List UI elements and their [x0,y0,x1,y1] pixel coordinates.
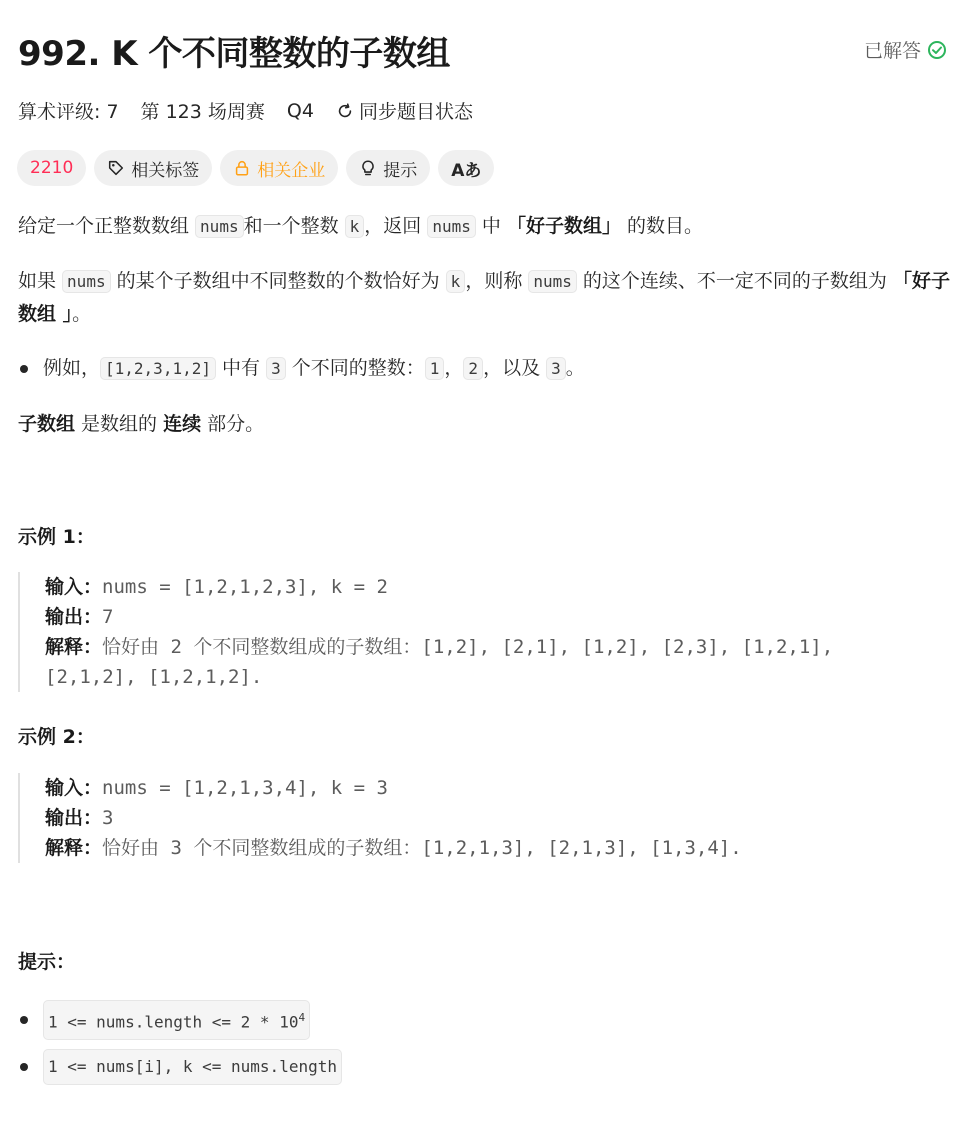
translate-icon: Aあ [451,160,482,181]
inline-code: nums [427,215,476,238]
difficulty-score: 2210 [30,158,74,178]
related-companies-label: 相关企业 [257,160,326,181]
bold-term: 子数组 [18,413,76,435]
example-2-title: 示例 2： [18,726,95,748]
translate-chip[interactable] [438,150,494,186]
description-paragraph-2: 如果 nums 的某个子数组中不同整数的个数恰好为 k ，则称 nums 的这个连续、不一定不同的子数组为 「好子数组 」。 [18,270,950,325]
description-bullet: 例如， [1,2,3,1,2] 中有 3 个不同的整数： 1 ， 2 ，以及 3 。 [18,352,585,385]
tag-icon [107,159,125,177]
contest-link[interactable]: 第 123 场周赛 [140,101,265,123]
constraint-item [18,1000,310,1040]
inline-code: 3 [266,357,286,380]
related-tags-label: 相关标签 [131,160,200,181]
bullet-dot [20,1016,28,1024]
tag-chips [17,150,494,186]
lightbulb-icon [359,159,377,177]
inline-code: 1 [425,357,445,380]
difficulty-score-chip[interactable] [17,150,86,186]
example-input: nums = [1,2,1,3,4], k = 3 [102,777,388,799]
inline-code: nums [195,215,244,238]
example-output: 3 [102,807,114,829]
inline-code: nums [528,270,577,293]
example-2-block: 输入：nums = [1,2,1,3,4], k = 3 输出：3 解释：恰好由 3 个不同整数组成的子数组：[1,2,1,3], [2,1,3], [1,3,4]. [18,773,938,863]
inline-code: 3 [546,357,566,380]
check-circle-icon [927,40,947,60]
bold-term: 连续 [163,413,202,435]
hint-label: 提示 [383,160,418,181]
quarter-label: Q4 [286,99,314,122]
inline-code: 2 [463,357,483,380]
problem-meta [18,97,473,124]
example-1-title: 示例 1： [18,526,95,548]
lock-icon [233,159,251,177]
bold-term: 「好子数组」 [506,215,621,237]
description-paragraph-3: 子数组 是数组的 连续 部分。 [18,413,265,435]
example-1-block: 输入：nums = [1,2,1,2,3], k = 2 输出：7 解释：恰好由 2 个不同整数组成的子数组：[1,2], [2,1], [1,2], [2,3], [1,2,1], [2,1,2], [1,2,1,2]. [18,572,938,692]
rating-text: 算术评级: 7 [18,101,119,123]
example-input: nums = [1,2,1,2,3], k = 2 [102,576,388,598]
constraint-code: 1 <= nums.length <= $2 * 10^4$ [43,1000,310,1040]
inline-code: [1,2,3,1,2] [100,357,216,380]
hint-chip[interactable] [346,150,430,186]
related-companies-chip[interactable] [220,150,338,186]
refresh-icon [336,102,354,120]
example-output: 7 [102,606,114,628]
inline-code: k [345,215,365,238]
bullet-dot [20,365,28,373]
inline-code: k [446,270,466,293]
sync-status-button[interactable] [336,97,473,124]
solved-label: 已解答 [863,40,921,62]
description-paragraph-1: 给定一个正整数数组 nums 和一个整数 k ，返回 nums 中 「好子数组」 的数目。 [18,215,703,237]
constraints-title: 提示： [18,951,76,973]
inline-code: nums [62,270,111,293]
related-tags-chip[interactable] [94,150,212,186]
sync-label: 同步题目状态 [358,101,473,123]
solved-status[interactable] [864,36,947,63]
constraint-item [18,1049,342,1085]
problem-title: 992. K 个不同整数的子数组 [18,34,450,74]
bold-term: 「好子数组 」 [18,270,950,325]
constraint-code: 1 <= nums[i], k <= nums.length [43,1049,342,1085]
bullet-dot [20,1063,28,1071]
